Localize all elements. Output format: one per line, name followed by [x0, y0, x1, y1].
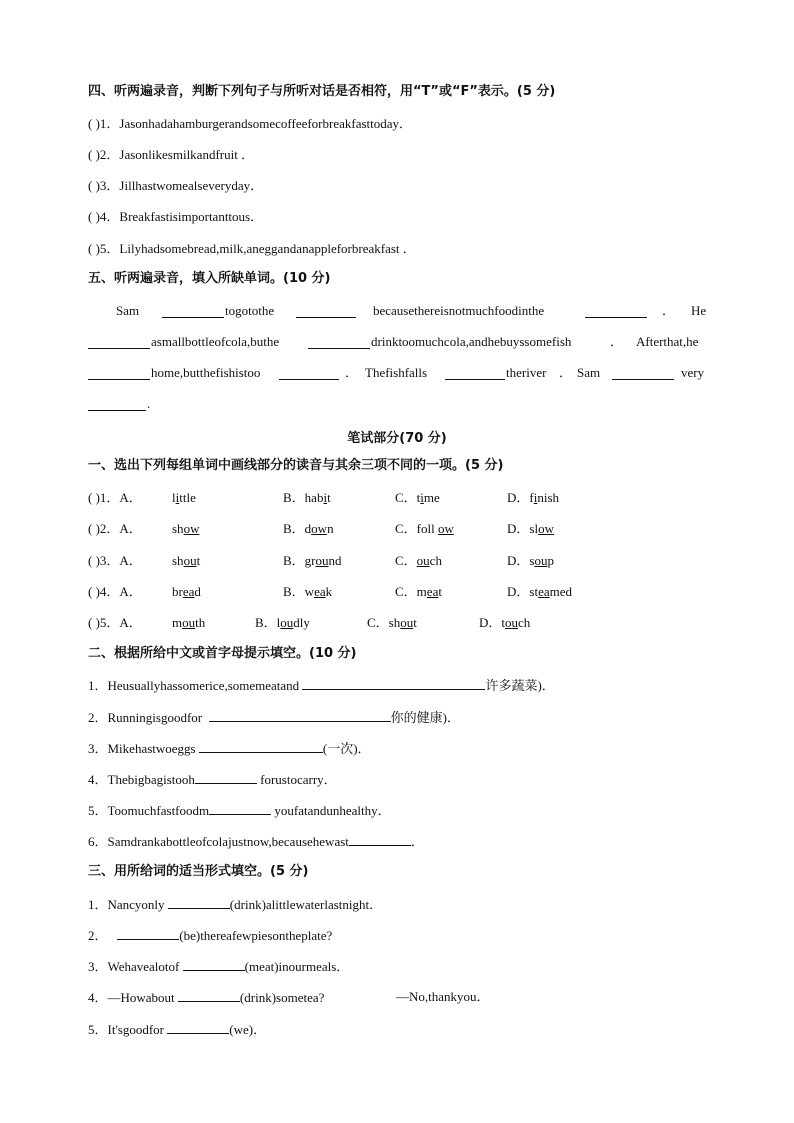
text: very — [681, 365, 705, 380]
text: drinktoomuchcola,andhebuyssomefish — [371, 334, 572, 349]
text: . — [147, 396, 151, 411]
text: home,butthefishistoo — [151, 365, 261, 380]
option-c: C．foll ow — [395, 521, 454, 536]
answer-blank[interactable] — [302, 677, 485, 690]
option-d: D．finish — [507, 490, 560, 505]
question: 2． (be)thereafewpiesontheplate? — [88, 928, 333, 943]
option-a: shout — [172, 553, 201, 568]
question: 1．Nancyonly (drink)alittlewaterlastnight． — [88, 897, 383, 912]
answer-blank[interactable] — [183, 958, 245, 971]
section-heading: 四、听两遍录音，判断下列句子与所听对话是否相符，用“T”或“F”表示。(5 分) — [88, 84, 556, 99]
answer-blank[interactable] — [349, 833, 411, 846]
question-number: ( )5．A． — [88, 615, 142, 630]
option-a: mouth — [172, 615, 206, 630]
answer-blank[interactable] — [117, 927, 179, 940]
question: 2．Runningisgoodfor 你的健康)． — [88, 710, 460, 725]
text: He — [691, 303, 707, 318]
answer-blank[interactable] — [279, 367, 339, 380]
list-item: ( )3．Jillhastwomealseveryday． — [88, 178, 264, 193]
option-b: B．habit — [283, 490, 331, 505]
text: Sam — [116, 303, 140, 318]
answer-blank[interactable] — [88, 367, 150, 380]
question: 6．Samdrankabottleofcolajustnow,becausehewast ． — [88, 834, 424, 849]
question: 3．Mikehastwoeggs (一次)． — [88, 741, 371, 756]
answer-blank[interactable] — [199, 740, 323, 753]
text: asmallbottleofcola,buthe — [151, 334, 280, 349]
option-c: C．time — [395, 490, 440, 505]
section-heading: 一、选出下列每组单词中画线部分的读音与其余三项不同的一项。(5 分) — [88, 458, 504, 473]
reply-text: —No,thankyou． — [396, 989, 490, 1004]
question: 1．Heusuallyhassomerice,somemeatand 许多蔬菜)． — [88, 678, 555, 693]
text: togotothe — [225, 303, 275, 318]
answer-blank[interactable] — [167, 1021, 229, 1034]
text: ． — [662, 303, 676, 318]
answer-blank[interactable] — [445, 367, 505, 380]
question: 4．—Howabout (drink)sometea? — [88, 990, 325, 1005]
option-d: D．slow — [507, 521, 554, 536]
option-a: little — [172, 490, 196, 505]
question-number: ( )1．A． — [88, 490, 142, 505]
answer-blank[interactable] — [88, 336, 150, 349]
option-a: bread — [172, 584, 201, 599]
answer-blank[interactable] — [296, 305, 356, 318]
option-c: C．shout — [367, 615, 417, 630]
option-c: C．ouch — [395, 553, 442, 568]
text: ． — [610, 334, 624, 349]
question: 5．Toomuchfastfoodm youfatandunhealthy． — [88, 803, 391, 818]
list-item: ( )2．Jasonlikesmilkandfruit ． — [88, 147, 255, 162]
list-item: ( )1．Jasonhadahamburgerandsomecoffeeforbreakfasttoday． — [88, 116, 413, 131]
answer-blank[interactable] — [168, 896, 230, 909]
section-heading: 三、用所给词的适当形式填空。(5 分) — [88, 864, 309, 879]
option-d: D．steamed — [507, 584, 572, 599]
question: 5．It'sgoodfor (we)． — [88, 1022, 267, 1037]
answer-blank[interactable] — [195, 771, 257, 784]
option-b: B．ground — [283, 553, 342, 568]
list-item: ( )5．Lilyhadsomebread,milk,aneggandanappleforbreakfast ． — [88, 241, 416, 256]
text: Sam — [577, 365, 601, 380]
question-number: ( )4．A． — [88, 584, 142, 599]
text: Thefishfalls — [365, 365, 428, 380]
text: ． — [345, 365, 359, 380]
text: Afterthat,he — [636, 334, 699, 349]
answer-blank[interactable] — [162, 305, 224, 318]
answer-blank[interactable] — [209, 802, 271, 815]
answer-blank[interactable] — [178, 989, 240, 1002]
list-item: ( )4．Breakfastisimportanttous． — [88, 209, 264, 224]
option-b: B．down — [283, 521, 334, 536]
question-number: ( )3．A． — [88, 553, 142, 568]
page-title: 笔试部分(70 分) — [347, 431, 447, 446]
answer-blank[interactable] — [308, 336, 370, 349]
question: 3．Wehavealotof (meat)inourmeals． — [88, 959, 350, 974]
question: 4．Thebigbagistooh forustocarry． — [88, 772, 337, 787]
section-heading: 五、听两遍录音，填入所缺单词。(10 分) — [88, 271, 331, 286]
answer-blank[interactable] — [88, 398, 146, 411]
answer-blank[interactable] — [612, 367, 674, 380]
text: theriver — [506, 365, 547, 380]
text: becausethereisnotmuchfoodinthe — [373, 303, 545, 318]
answer-blank[interactable] — [585, 305, 647, 318]
option-d: D．soup — [507, 553, 554, 568]
answer-blank[interactable] — [209, 709, 391, 722]
option-b: B．loudly — [255, 615, 310, 630]
option-d: D．touch — [479, 615, 531, 630]
section-heading: 二、根据所给中文或首字母提示填空。(10 分) — [88, 646, 357, 661]
text: ． — [559, 365, 573, 380]
option-c: C．meat — [395, 584, 442, 599]
option-b: B．weak — [283, 584, 333, 599]
question-number: ( )2．A． — [88, 521, 142, 536]
option-a: show — [172, 521, 200, 536]
